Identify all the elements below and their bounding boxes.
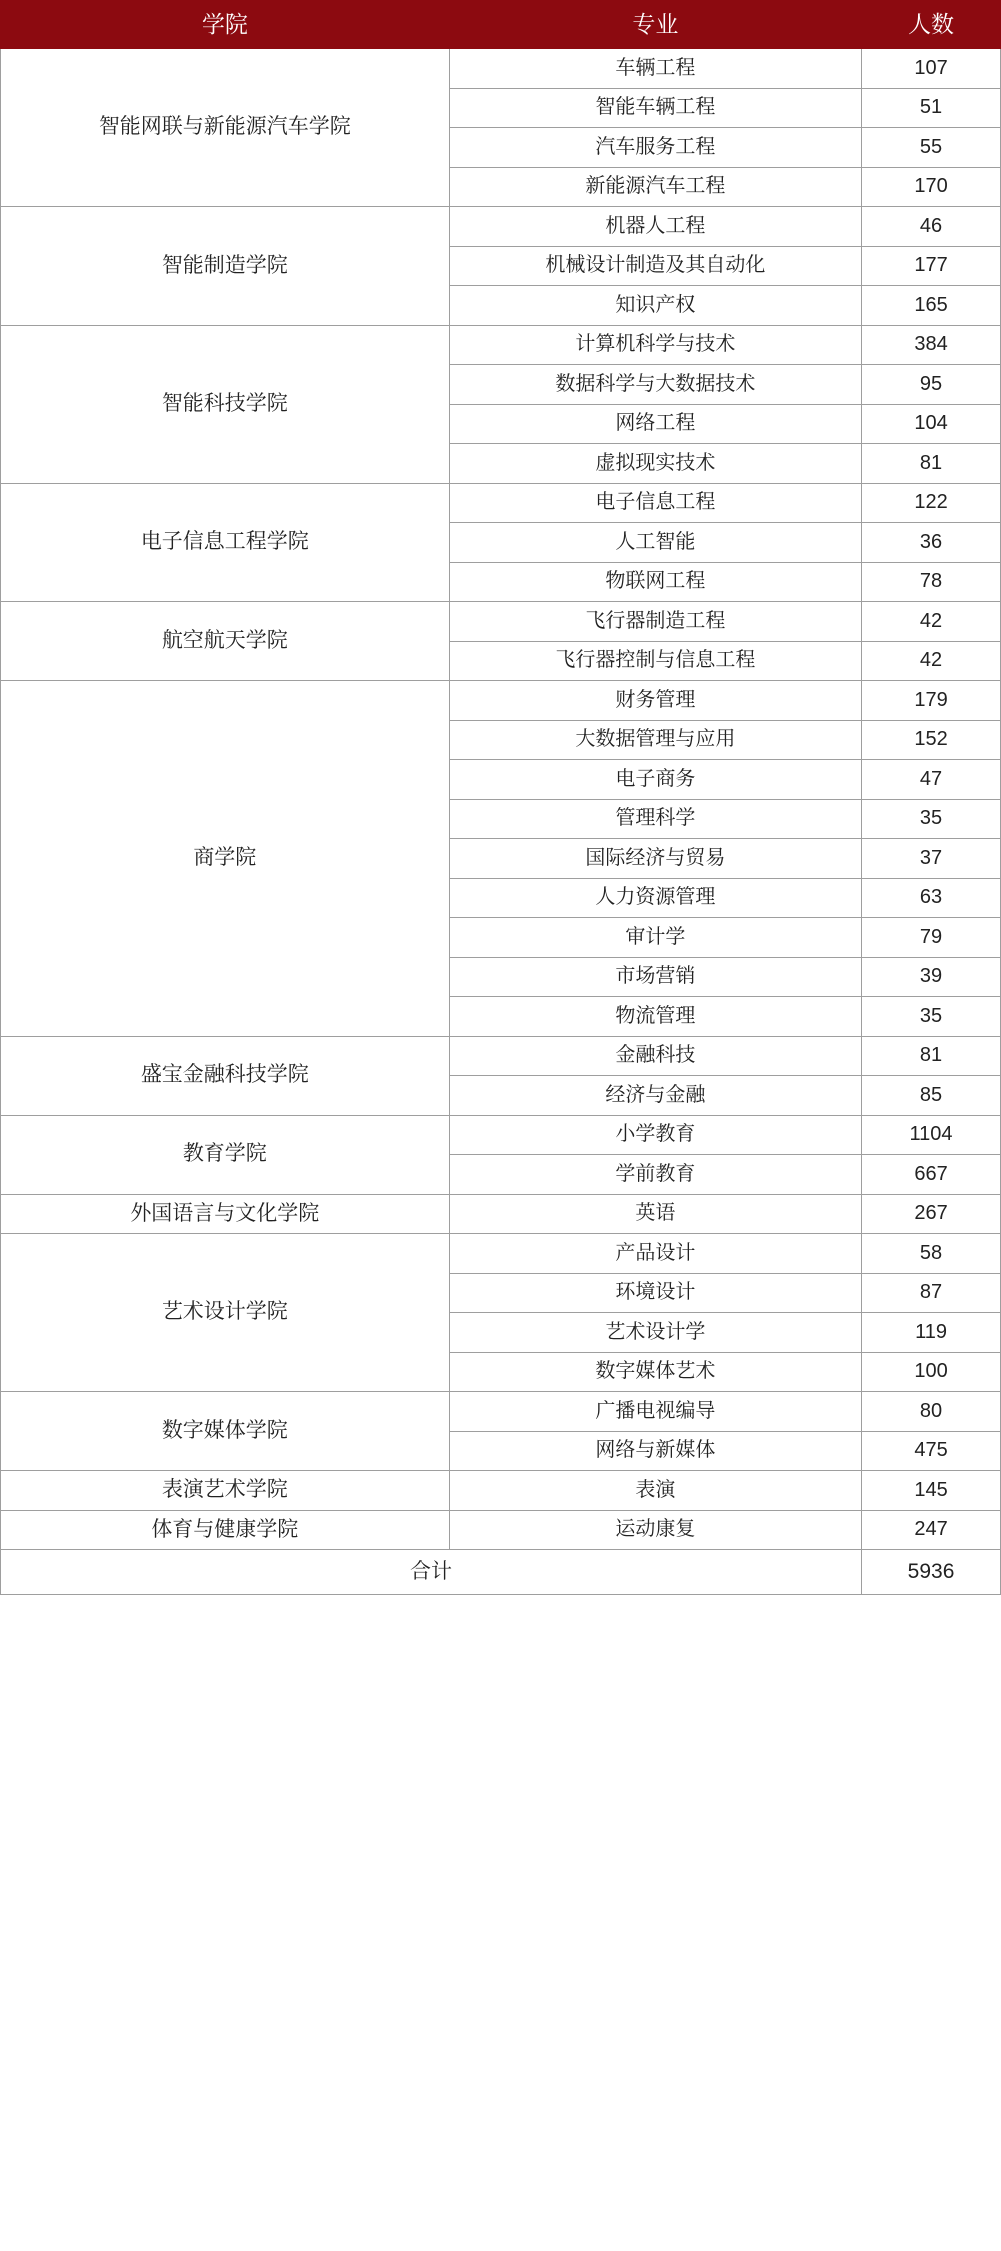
major-cell: 知识产权 bbox=[449, 286, 861, 326]
major-cell: 网络与新媒体 bbox=[449, 1431, 861, 1471]
table-row bbox=[1, 483, 1001, 523]
major-cell: 车辆工程 bbox=[449, 49, 861, 89]
count-cell: 81 bbox=[862, 1036, 1001, 1076]
count-cell: 165 bbox=[862, 286, 1001, 326]
count-cell: 42 bbox=[862, 641, 1001, 681]
major-cell: 虚拟现实技术 bbox=[449, 444, 861, 484]
major-cell: 小学教育 bbox=[449, 1115, 861, 1155]
college-cell: 体育与健康学院 bbox=[1, 1510, 450, 1550]
major-cell: 汽车服务工程 bbox=[449, 128, 861, 168]
count-cell: 95 bbox=[862, 365, 1001, 405]
count-cell: 267 bbox=[862, 1194, 1001, 1234]
college-cell: 盛宝金融科技学院 bbox=[1, 1036, 450, 1115]
major-cell: 运动康复 bbox=[449, 1510, 861, 1550]
major-cell: 艺术设计学 bbox=[449, 1313, 861, 1353]
major-cell: 物流管理 bbox=[449, 997, 861, 1037]
count-cell: 78 bbox=[862, 562, 1001, 602]
major-cell: 数据科学与大数据技术 bbox=[449, 365, 861, 405]
major-cell: 学前教育 bbox=[449, 1155, 861, 1195]
college-cell: 智能制造学院 bbox=[1, 207, 450, 326]
table-row bbox=[1, 1510, 1001, 1550]
count-cell: 35 bbox=[862, 997, 1001, 1037]
table-header-row bbox=[1, 1, 1001, 49]
count-cell: 47 bbox=[862, 760, 1001, 800]
table-row bbox=[1, 1115, 1001, 1155]
college-cell: 数字媒体学院 bbox=[1, 1392, 450, 1471]
major-cell: 产品设计 bbox=[449, 1234, 861, 1274]
major-cell: 飞行器制造工程 bbox=[449, 602, 861, 642]
count-cell: 79 bbox=[862, 918, 1001, 958]
count-cell: 35 bbox=[862, 799, 1001, 839]
count-cell: 81 bbox=[862, 444, 1001, 484]
major-cell: 新能源汽车工程 bbox=[449, 167, 861, 207]
count-cell: 179 bbox=[862, 681, 1001, 721]
count-cell: 100 bbox=[862, 1352, 1001, 1392]
college-cell: 艺术设计学院 bbox=[1, 1234, 450, 1392]
table-header bbox=[1, 1, 1001, 49]
count-cell: 122 bbox=[862, 483, 1001, 523]
table-row bbox=[1, 1234, 1001, 1274]
college-cell: 教育学院 bbox=[1, 1115, 450, 1194]
major-cell: 审计学 bbox=[449, 918, 861, 958]
total-count: 5936 bbox=[862, 1550, 1001, 1595]
count-cell: 37 bbox=[862, 839, 1001, 879]
major-cell: 表演 bbox=[449, 1471, 861, 1511]
count-cell: 170 bbox=[862, 167, 1001, 207]
count-cell: 87 bbox=[862, 1273, 1001, 1313]
total-label: 合计 bbox=[1, 1550, 862, 1595]
major-cell: 金融科技 bbox=[449, 1036, 861, 1076]
count-cell: 51 bbox=[862, 88, 1001, 128]
table-row bbox=[1, 1194, 1001, 1234]
table-row bbox=[1, 1471, 1001, 1511]
major-cell: 广播电视编导 bbox=[449, 1392, 861, 1432]
major-cell: 计算机科学与技术 bbox=[449, 325, 861, 365]
major-cell: 管理科学 bbox=[449, 799, 861, 839]
table-row bbox=[1, 207, 1001, 247]
college-cell: 智能网联与新能源汽车学院 bbox=[1, 49, 450, 207]
major-cell: 电子商务 bbox=[449, 760, 861, 800]
college-cell: 商学院 bbox=[1, 681, 450, 1037]
table-row bbox=[1, 49, 1001, 89]
major-cell: 市场营销 bbox=[449, 957, 861, 997]
major-cell: 人工智能 bbox=[449, 523, 861, 563]
college-cell: 表演艺术学院 bbox=[1, 1471, 450, 1511]
major-cell: 网络工程 bbox=[449, 404, 861, 444]
count-cell: 177 bbox=[862, 246, 1001, 286]
count-cell: 36 bbox=[862, 523, 1001, 563]
table-row bbox=[1, 325, 1001, 365]
table-body bbox=[1, 49, 1001, 1595]
count-cell: 46 bbox=[862, 207, 1001, 247]
count-cell: 667 bbox=[862, 1155, 1001, 1195]
count-cell: 1104 bbox=[862, 1115, 1001, 1155]
count-cell: 39 bbox=[862, 957, 1001, 997]
college-cell: 智能科技学院 bbox=[1, 325, 450, 483]
count-cell: 384 bbox=[862, 325, 1001, 365]
major-cell: 智能车辆工程 bbox=[449, 88, 861, 128]
column-header-college: 学院 bbox=[1, 1, 450, 49]
count-cell: 58 bbox=[862, 1234, 1001, 1274]
column-header-major: 专业 bbox=[449, 1, 861, 49]
college-cell: 电子信息工程学院 bbox=[1, 483, 450, 602]
count-cell: 80 bbox=[862, 1392, 1001, 1432]
major-cell: 电子信息工程 bbox=[449, 483, 861, 523]
table-row bbox=[1, 681, 1001, 721]
major-cell: 物联网工程 bbox=[449, 562, 861, 602]
major-cell: 英语 bbox=[449, 1194, 861, 1234]
count-cell: 85 bbox=[862, 1076, 1001, 1116]
count-cell: 247 bbox=[862, 1510, 1001, 1550]
count-cell: 145 bbox=[862, 1471, 1001, 1511]
table-row bbox=[1, 1036, 1001, 1076]
major-cell: 财务管理 bbox=[449, 681, 861, 721]
major-cell: 数字媒体艺术 bbox=[449, 1352, 861, 1392]
major-cell: 飞行器控制与信息工程 bbox=[449, 641, 861, 681]
count-cell: 104 bbox=[862, 404, 1001, 444]
major-cell: 机械设计制造及其自动化 bbox=[449, 246, 861, 286]
count-cell: 119 bbox=[862, 1313, 1001, 1353]
count-cell: 42 bbox=[862, 602, 1001, 642]
count-cell: 107 bbox=[862, 49, 1001, 89]
table-row bbox=[1, 1392, 1001, 1432]
count-cell: 63 bbox=[862, 878, 1001, 918]
major-cell: 机器人工程 bbox=[449, 207, 861, 247]
major-cell: 大数据管理与应用 bbox=[449, 720, 861, 760]
count-cell: 475 bbox=[862, 1431, 1001, 1471]
count-cell: 152 bbox=[862, 720, 1001, 760]
major-cell: 经济与金融 bbox=[449, 1076, 861, 1116]
column-header-count: 人数 bbox=[862, 1, 1001, 49]
total-row bbox=[1, 1550, 1001, 1595]
major-cell: 国际经济与贸易 bbox=[449, 839, 861, 879]
college-cell: 航空航天学院 bbox=[1, 602, 450, 681]
major-cell: 环境设计 bbox=[449, 1273, 861, 1313]
table-row bbox=[1, 602, 1001, 642]
college-cell: 外国语言与文化学院 bbox=[1, 1194, 450, 1234]
major-cell: 人力资源管理 bbox=[449, 878, 861, 918]
count-cell: 55 bbox=[862, 128, 1001, 168]
